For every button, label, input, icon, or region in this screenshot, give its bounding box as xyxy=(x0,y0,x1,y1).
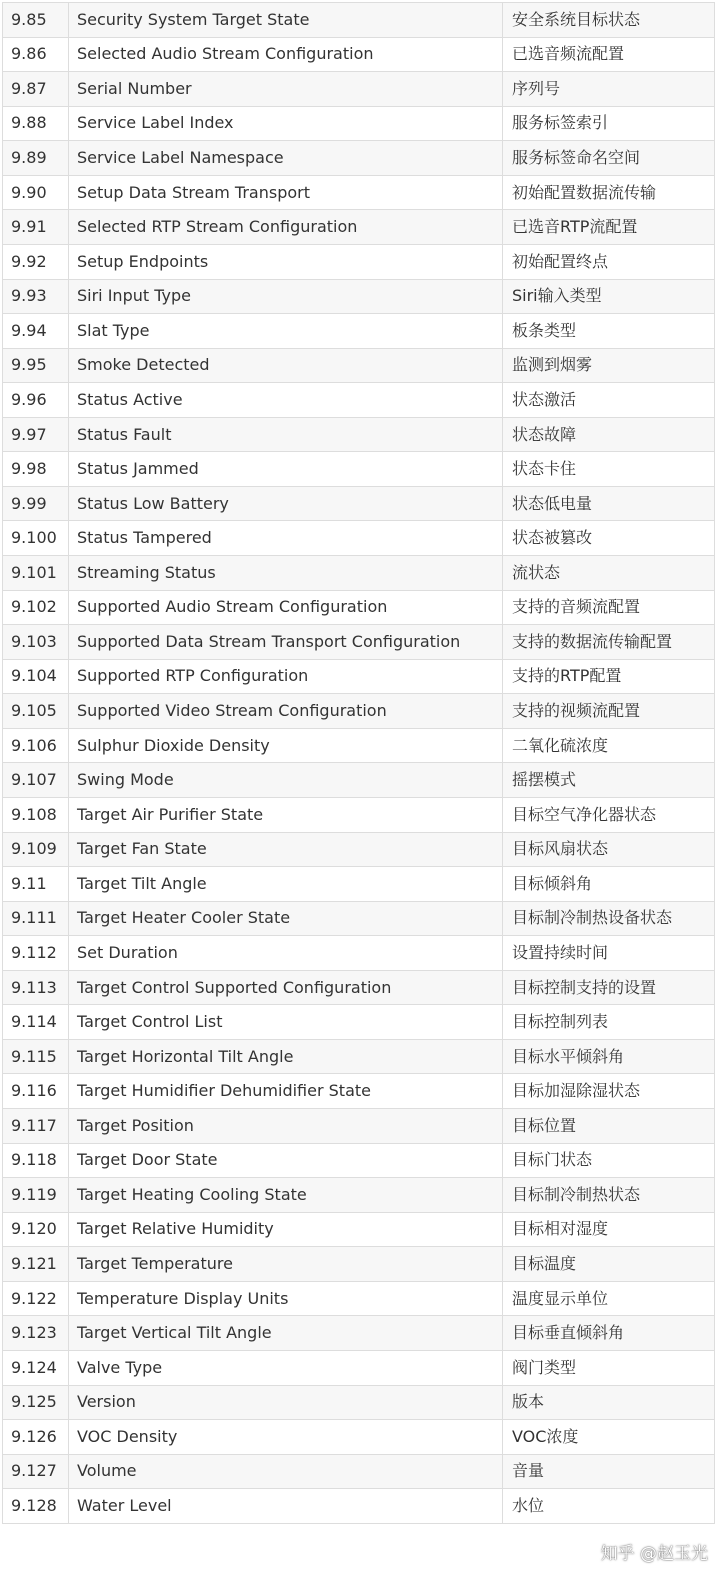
chinese-name-cell: 目标位置 xyxy=(503,1109,715,1144)
section-number-cell: 9.116 xyxy=(3,1074,69,1109)
section-number-cell: 9.108 xyxy=(3,797,69,832)
english-name-cell: Service Label Index xyxy=(69,106,503,141)
section-number-cell: 9.128 xyxy=(3,1489,69,1524)
chinese-name-cell: 目标制冷制热状态 xyxy=(503,1178,715,1213)
section-number-cell: 9.120 xyxy=(3,1212,69,1247)
table-row xyxy=(3,521,715,556)
table-row xyxy=(3,1420,715,1455)
table-row xyxy=(3,797,715,832)
english-name-cell: Setup Endpoints xyxy=(69,244,503,279)
english-name-cell: Service Label Namespace xyxy=(69,141,503,176)
chinese-name-cell: 目标门状态 xyxy=(503,1143,715,1178)
characteristics-table xyxy=(2,2,715,1524)
english-name-cell: Status Low Battery xyxy=(69,486,503,521)
chinese-name-cell: 状态卡住 xyxy=(503,452,715,487)
table-row xyxy=(3,659,715,694)
chinese-name-cell: 水位 xyxy=(503,1489,715,1524)
section-number-cell: 9.95 xyxy=(3,348,69,383)
english-name-cell: Swing Mode xyxy=(69,763,503,798)
section-number-cell: 9.121 xyxy=(3,1247,69,1282)
table-row xyxy=(3,1385,715,1420)
english-name-cell: Smoke Detected xyxy=(69,348,503,383)
english-name-cell: Target Temperature xyxy=(69,1247,503,1282)
section-number-cell: 9.85 xyxy=(3,3,69,38)
english-name-cell: Target Fan State xyxy=(69,832,503,867)
section-number-cell: 9.97 xyxy=(3,417,69,452)
chinese-name-cell: 目标风扇状态 xyxy=(503,832,715,867)
english-name-cell: Target Control List xyxy=(69,1005,503,1040)
section-number-cell: 9.109 xyxy=(3,832,69,867)
chinese-name-cell: 支持的RTP配置 xyxy=(503,659,715,694)
english-name-cell: Target Air Purifier State xyxy=(69,797,503,832)
table-row xyxy=(3,141,715,176)
english-name-cell: Volume xyxy=(69,1454,503,1489)
section-number-cell: 9.98 xyxy=(3,452,69,487)
english-name-cell: Target Heater Cooler State xyxy=(69,901,503,936)
section-number-cell: 9.112 xyxy=(3,936,69,971)
chinese-name-cell: 版本 xyxy=(503,1385,715,1420)
table-row xyxy=(3,728,715,763)
table-row xyxy=(3,417,715,452)
chinese-name-cell: 目标相对湿度 xyxy=(503,1212,715,1247)
english-name-cell: Target Relative Humidity xyxy=(69,1212,503,1247)
table-row xyxy=(3,1039,715,1074)
table-row xyxy=(3,452,715,487)
section-number-cell: 9.105 xyxy=(3,694,69,729)
chinese-name-cell: 目标空气净化器状态 xyxy=(503,797,715,832)
section-number-cell: 9.107 xyxy=(3,763,69,798)
table-row xyxy=(3,37,715,72)
english-name-cell: Security System Target State xyxy=(69,3,503,38)
english-name-cell: Target Heating Cooling State xyxy=(69,1178,503,1213)
english-name-cell: VOC Density xyxy=(69,1420,503,1455)
chinese-name-cell: 状态低电量 xyxy=(503,486,715,521)
table-row xyxy=(3,1350,715,1385)
chinese-name-cell: 目标倾斜角 xyxy=(503,867,715,902)
section-number-cell: 9.122 xyxy=(3,1281,69,1316)
section-number-cell: 9.113 xyxy=(3,970,69,1005)
watermark: 知乎 @赵玉光 xyxy=(600,1544,708,1564)
table-row xyxy=(3,901,715,936)
section-number-cell: 9.101 xyxy=(3,556,69,591)
table-row xyxy=(3,1281,715,1316)
chinese-name-cell: 目标温度 xyxy=(503,1247,715,1282)
english-name-cell: Setup Data Stream Transport xyxy=(69,175,503,210)
section-number-cell: 9.118 xyxy=(3,1143,69,1178)
english-name-cell: Supported Audio Stream Configuration xyxy=(69,590,503,625)
chinese-name-cell: 目标垂直倾斜角 xyxy=(503,1316,715,1351)
table-row xyxy=(3,763,715,798)
table-row xyxy=(3,383,715,418)
english-name-cell: Supported RTP Configuration xyxy=(69,659,503,694)
chinese-name-cell: 音量 xyxy=(503,1454,715,1489)
table-row xyxy=(3,1143,715,1178)
chinese-name-cell: 初始配置终点 xyxy=(503,244,715,279)
table-row xyxy=(3,1178,715,1213)
chinese-name-cell: 目标水平倾斜角 xyxy=(503,1039,715,1074)
chinese-name-cell: 二氧化硫浓度 xyxy=(503,728,715,763)
english-name-cell: Target Humidifier Dehumidifier State xyxy=(69,1074,503,1109)
english-name-cell: Slat Type xyxy=(69,314,503,349)
table-row xyxy=(3,486,715,521)
section-number-cell: 9.126 xyxy=(3,1420,69,1455)
table-row xyxy=(3,72,715,107)
table-row xyxy=(3,970,715,1005)
chinese-name-cell: 阀门类型 xyxy=(503,1350,715,1385)
chinese-name-cell: 序列号 xyxy=(503,72,715,107)
section-number-cell: 9.124 xyxy=(3,1350,69,1385)
section-number-cell: 9.103 xyxy=(3,625,69,660)
section-number-cell: 9.90 xyxy=(3,175,69,210)
table-row xyxy=(3,1316,715,1351)
table-row xyxy=(3,106,715,141)
table-row xyxy=(3,556,715,591)
chinese-name-cell: 支持的数据流传输配置 xyxy=(503,625,715,660)
english-name-cell: Target Position xyxy=(69,1109,503,1144)
chinese-name-cell: 安全系统目标状态 xyxy=(503,3,715,38)
english-name-cell: Status Tampered xyxy=(69,521,503,556)
chinese-name-cell: 服务标签命名空间 xyxy=(503,141,715,176)
section-number-cell: 9.91 xyxy=(3,210,69,245)
section-number-cell: 9.92 xyxy=(3,244,69,279)
chinese-name-cell: 支持的音频流配置 xyxy=(503,590,715,625)
table-row xyxy=(3,1454,715,1489)
english-name-cell: Set Duration xyxy=(69,936,503,971)
section-number-cell: 9.89 xyxy=(3,141,69,176)
table-row xyxy=(3,1074,715,1109)
chinese-name-cell: 状态激活 xyxy=(503,383,715,418)
table-row xyxy=(3,832,715,867)
table-row xyxy=(3,210,715,245)
chinese-name-cell: 设置持续时间 xyxy=(503,936,715,971)
table-row xyxy=(3,590,715,625)
section-number-cell: 9.123 xyxy=(3,1316,69,1351)
section-number-cell: 9.104 xyxy=(3,659,69,694)
table-row xyxy=(3,175,715,210)
english-name-cell: Status Active xyxy=(69,383,503,418)
table-row xyxy=(3,1109,715,1144)
chinese-name-cell: 状态被篡改 xyxy=(503,521,715,556)
chinese-name-cell: 已选音频流配置 xyxy=(503,37,715,72)
table-row xyxy=(3,3,715,38)
chinese-name-cell: 目标制冷制热设备状态 xyxy=(503,901,715,936)
chinese-name-cell: 支持的视频流配置 xyxy=(503,694,715,729)
english-name-cell: Target Vertical Tilt Angle xyxy=(69,1316,503,1351)
english-name-cell: Status Jammed xyxy=(69,452,503,487)
english-name-cell: Target Control Supported Configuration xyxy=(69,970,503,1005)
chinese-name-cell: 已选音RTP流配置 xyxy=(503,210,715,245)
english-name-cell: Serial Number xyxy=(69,72,503,107)
table-row xyxy=(3,936,715,971)
section-number-cell: 9.117 xyxy=(3,1109,69,1144)
english-name-cell: Selected Audio Stream Configuration xyxy=(69,37,503,72)
table-row xyxy=(3,1212,715,1247)
english-name-cell: Status Fault xyxy=(69,417,503,452)
section-number-cell: 9.11 xyxy=(3,867,69,902)
chinese-name-cell: VOC浓度 xyxy=(503,1420,715,1455)
chinese-name-cell: 摇摆模式 xyxy=(503,763,715,798)
table-row xyxy=(3,694,715,729)
section-number-cell: 9.87 xyxy=(3,72,69,107)
chinese-name-cell: 服务标签索引 xyxy=(503,106,715,141)
english-name-cell: Sulphur Dioxide Density xyxy=(69,728,503,763)
chinese-name-cell: 目标加湿除湿状态 xyxy=(503,1074,715,1109)
section-number-cell: 9.100 xyxy=(3,521,69,556)
chinese-name-cell: 状态故障 xyxy=(503,417,715,452)
english-name-cell: Siri Input Type xyxy=(69,279,503,314)
english-name-cell: Target Tilt Angle xyxy=(69,867,503,902)
section-number-cell: 9.94 xyxy=(3,314,69,349)
chinese-name-cell: 板条类型 xyxy=(503,314,715,349)
chinese-name-cell: 目标控制列表 xyxy=(503,1005,715,1040)
table-row xyxy=(3,279,715,314)
table-row xyxy=(3,867,715,902)
table-row xyxy=(3,348,715,383)
table-row xyxy=(3,1247,715,1282)
english-name-cell: Streaming Status xyxy=(69,556,503,591)
section-number-cell: 9.114 xyxy=(3,1005,69,1040)
english-name-cell: Temperature Display Units xyxy=(69,1281,503,1316)
section-number-cell: 9.102 xyxy=(3,590,69,625)
english-name-cell: Version xyxy=(69,1385,503,1420)
table-row xyxy=(3,1489,715,1524)
table-row xyxy=(3,244,715,279)
characteristics-table-body xyxy=(3,3,715,1524)
section-number-cell: 9.106 xyxy=(3,728,69,763)
section-number-cell: 9.99 xyxy=(3,486,69,521)
section-number-cell: 9.119 xyxy=(3,1178,69,1213)
chinese-name-cell: 目标控制支持的设置 xyxy=(503,970,715,1005)
english-name-cell: Valve Type xyxy=(69,1350,503,1385)
chinese-name-cell: 温度显示单位 xyxy=(503,1281,715,1316)
section-number-cell: 9.127 xyxy=(3,1454,69,1489)
english-name-cell: Target Door State xyxy=(69,1143,503,1178)
english-name-cell: Supported Video Stream Configuration xyxy=(69,694,503,729)
section-number-cell: 9.96 xyxy=(3,383,69,418)
chinese-name-cell: 初始配置数据流传输 xyxy=(503,175,715,210)
table-row xyxy=(3,625,715,660)
chinese-name-cell: Siri输入类型 xyxy=(503,279,715,314)
section-number-cell: 9.111 xyxy=(3,901,69,936)
chinese-name-cell: 流状态 xyxy=(503,556,715,591)
english-name-cell: Selected RTP Stream Configuration xyxy=(69,210,503,245)
table-row xyxy=(3,1005,715,1040)
english-name-cell: Water Level xyxy=(69,1489,503,1524)
section-number-cell: 9.125 xyxy=(3,1385,69,1420)
section-number-cell: 9.88 xyxy=(3,106,69,141)
chinese-name-cell: 监测到烟雾 xyxy=(503,348,715,383)
table-row xyxy=(3,314,715,349)
english-name-cell: Supported Data Stream Transport Configuration xyxy=(69,625,503,660)
section-number-cell: 9.86 xyxy=(3,37,69,72)
english-name-cell: Target Horizontal Tilt Angle xyxy=(69,1039,503,1074)
section-number-cell: 9.93 xyxy=(3,279,69,314)
section-number-cell: 9.115 xyxy=(3,1039,69,1074)
